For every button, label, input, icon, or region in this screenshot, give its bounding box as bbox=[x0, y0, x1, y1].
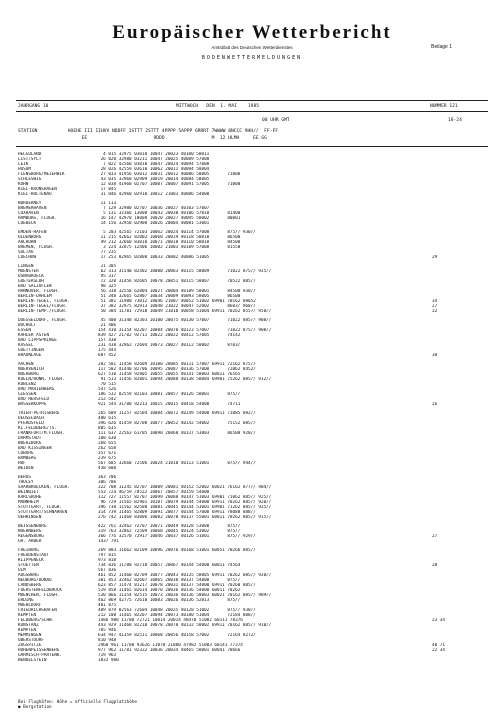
issue-number: NUMMER 121 bbox=[430, 104, 458, 109]
station-data: 202 501 11458 82609 10100 20085 40131 57007 69911 72162 875// bbox=[98, 362, 256, 367]
station-data: 98 325 bbox=[98, 284, 117, 289]
station-name: WASSERKUPPE bbox=[18, 402, 47, 407]
station-extra: 28 bbox=[432, 563, 438, 568]
station-data: 2960 961 11/00 93626 11078 21080 47982 51003 60141 77374 bbox=[98, 643, 243, 648]
column-rule bbox=[16, 146, 488, 147]
station-extra: 27 bbox=[432, 534, 438, 539]
station-name: KARLSRUHE bbox=[18, 495, 42, 500]
station-data: 519 858 11465 82614 10070 20036 40136 54000 60011 70262 bbox=[98, 588, 241, 593]
station-name: REGENSBURG bbox=[18, 534, 44, 539]
station-name: PFERDSFELD bbox=[18, 421, 44, 426]
station-data: 567 836 bbox=[98, 568, 117, 573]
station-name: SOLTAU bbox=[18, 250, 34, 255]
station-name: HANNOVER, FLUGH. bbox=[18, 289, 60, 294]
station-data: 810 948 bbox=[98, 638, 117, 643]
footnote-line1: Bei Flughäfen: Höhe = offizielle Flugplatzhöhe bbox=[18, 700, 137, 705]
station-data: 269 803 11662 82109 10096 20076 40168 51001 60051 70266 885// bbox=[98, 548, 256, 553]
station-data: 319 763 32862 72509 10068 20045 40124 53002 875// bbox=[98, 529, 241, 534]
station-name: KLIPPENECK bbox=[18, 558, 44, 563]
station-data: 72 320 31456 82605 10078 20051 40115 58007 70522 885// bbox=[98, 279, 256, 284]
station-data: 705 946 bbox=[98, 628, 117, 633]
jahrgang: JAHRGANG 10 bbox=[18, 104, 49, 109]
station-data: 62 313 31540 82402 10080 20063 40115 58009 71022 875// 925// bbox=[98, 269, 272, 274]
station-data: 366 776 32570 72917 10046 20037 40126 51001 875// 929// bbox=[98, 534, 256, 539]
table-row bbox=[18, 658, 488, 663]
station-data: 921 544 31/00 92213 10015 20015 48418 54000 74711 bbox=[98, 402, 241, 407]
station-name: FREUDENSTADT bbox=[18, 553, 50, 558]
station-name: BAD LIPPSPRINGE bbox=[18, 338, 57, 343]
station-name: AACHEN bbox=[18, 362, 34, 367]
station-name: KOHN bbox=[18, 182, 29, 187]
station-data: 96 729 11565 82901 10107 20079 40144 54000 69911 70262 885// 920// bbox=[98, 500, 272, 505]
station-data: 112 727 11557 82707 10099 20088 40147 51003 69901 71062 885// 925// bbox=[98, 495, 272, 500]
station-data: 396 626 41459 82708 10077 20052 40142 54002 75152 885// bbox=[98, 421, 256, 426]
station-name: KAHLER ASTEN bbox=[18, 333, 50, 338]
station-data: 357 671 bbox=[98, 451, 117, 456]
station-name: ERDING bbox=[18, 598, 34, 603]
station-name: SAARBRUECKEN, FLUGH. bbox=[18, 485, 70, 490]
table-row bbox=[18, 309, 488, 314]
station-extra: 38 bbox=[432, 353, 438, 358]
station-data: 553 724 46/59 /8522 10067 20057 40159 54000 bbox=[98, 490, 210, 495]
station-name: NORDERNEY bbox=[18, 201, 42, 206]
station-data: 51 348 32665 62807 10034 20009 40093 58005 86500 bbox=[98, 294, 241, 299]
station-name: MUEHLDORF bbox=[18, 603, 42, 608]
table-row bbox=[18, 353, 488, 358]
station-extra: 23 34 bbox=[432, 618, 445, 623]
station-name: MUENCHEN, FLUGH. bbox=[18, 593, 60, 598]
station-data: 5 203 42565 72103 10062 20024 40114 57008 875// 930// bbox=[98, 230, 256, 235]
time-range: 18-24 bbox=[448, 118, 462, 123]
table-row bbox=[18, 192, 488, 197]
station-data: 386 706 bbox=[98, 480, 117, 485]
station-name: BAD HERSFELD bbox=[18, 397, 50, 402]
station-name: FREIBURG bbox=[18, 548, 39, 553]
station-data: 28 026 42559 03610 10062 20011 40094 58004 bbox=[98, 167, 210, 172]
section-title: BODENWETTERMELDUNGEN bbox=[201, 55, 303, 61]
station-name: STOETTEN bbox=[18, 563, 39, 568]
station-extra: 34 bbox=[432, 299, 438, 304]
station-name: KOELN/BONN, FLUGH. bbox=[18, 377, 65, 382]
station-extra: 29 bbox=[432, 255, 438, 260]
table-row bbox=[18, 402, 488, 407]
station-data: 530 866 11354 82515 10073 20036 40136 58003 60021 70162 885// 909// bbox=[98, 593, 272, 598]
table-row bbox=[18, 466, 488, 471]
station-data: 175 444 bbox=[98, 348, 117, 353]
station-data: 70 515 bbox=[98, 382, 117, 387]
station-data: 422 761 32462 72707 10071 20049 40128 53000 875// bbox=[98, 524, 241, 529]
station-data: 77 235 bbox=[98, 250, 117, 255]
station-name: BERLIN-TEGEL, FLUGH. bbox=[18, 299, 70, 304]
station-data: 49 212 32660 83010 10071 20018 40110 58010 84500 bbox=[98, 240, 241, 245]
station-extra: 32 bbox=[432, 309, 438, 314]
station-data: 43 035 32960 02909 10019 20014 40084 58005 bbox=[98, 177, 210, 182]
station-name: MEMMINGEN bbox=[18, 633, 42, 638]
station-name: TRIER-PETRISBERG bbox=[18, 411, 60, 416]
station-name: THOLEY bbox=[18, 480, 34, 485]
column-header-line1: STATION HOEHE III IIHVV NDDFF 1STTT 2STTT 4PPPP 5APPP 6RRRT 7WWWW 8NCCC 9HH// FF-FF bbox=[18, 129, 278, 134]
top-rule bbox=[16, 100, 488, 101]
utc-label: 00 UHR GMT bbox=[262, 118, 290, 123]
column-header-line2: EE 9DDD M 12 HLMH EE GG bbox=[18, 136, 267, 141]
station-data: 108 630 bbox=[98, 436, 117, 441]
station-name: OEHRINGEN bbox=[18, 515, 42, 520]
station-name: GR. ARBER bbox=[18, 539, 42, 544]
station-name: BREMEN, FLUGH. bbox=[18, 245, 55, 250]
station-name: GIESSEN bbox=[18, 392, 37, 397]
station-data: 27 033 41956 03012 10031 20012 40086 58005 71000 bbox=[98, 172, 241, 177]
station-extra: 22 34 bbox=[432, 648, 445, 653]
station-name: OLDENBURG bbox=[18, 235, 42, 240]
station-data: 14 156 32950 02908 10026 20004 40081 53001 bbox=[98, 221, 210, 226]
station-name: DEUSELBACH bbox=[18, 416, 44, 421]
station-name: BAD SALZUFLEN bbox=[18, 284, 52, 289]
station-data: 212 100 11465 82207 10094 20073 40180 51004 72184 888// bbox=[98, 613, 256, 618]
station-data: 12 038 41960 02707 10007 20007 40091 57005 71000 bbox=[98, 182, 241, 187]
station-data: 461 852 11460 82709 10077 20043 40135 58005 69911 70262 885// 920// bbox=[98, 573, 272, 578]
station-name: WEIDEN bbox=[18, 466, 34, 471]
station-name: BAD KISSINGEN bbox=[18, 446, 52, 451]
station-name: AUGSBURG bbox=[18, 573, 39, 578]
station-name: BERLIN-TEMP./FLUGH. bbox=[18, 309, 68, 314]
station-name: HAMBURG, FLUGH. bbox=[18, 216, 57, 221]
station-name: FELDBERG/SCHW. bbox=[18, 618, 55, 623]
station-table bbox=[18, 152, 488, 667]
station-name: MUENSTER bbox=[18, 269, 39, 274]
station-data: 26 020 32980 03211 10047 20025 40089 57008 bbox=[98, 157, 210, 162]
station-data: 21 305 bbox=[98, 264, 117, 269]
station-name: LIST/SYLT bbox=[18, 157, 42, 162]
station-data: 111 637 22563 61705 10090 20068 40137 53003 86500 920// bbox=[98, 431, 256, 436]
station-name: GARMISCH-PARTENK. bbox=[18, 653, 62, 658]
station-name: KIEL-HOLTENAU bbox=[18, 192, 52, 197]
station-data: 262 658 bbox=[98, 446, 117, 451]
station-name: BERLIN-TEGEL/FLUGH. bbox=[18, 304, 68, 309]
station-name: HELGOLAND bbox=[18, 152, 42, 157]
station-data: 805 635 bbox=[98, 426, 117, 431]
station-name: LINGEN bbox=[18, 264, 34, 269]
station-name: WUERZBURG bbox=[18, 441, 42, 446]
station-name: HOF bbox=[18, 461, 26, 466]
station-name: GUETERSLOH bbox=[18, 279, 44, 284]
station-name: HUSUM bbox=[18, 167, 31, 172]
station-data: 363 706 bbox=[98, 475, 117, 480]
station-data: 5 131 32366 13008 10043 20030 40106 57010 81400 bbox=[98, 211, 241, 216]
station-name: FRANKFURT/M.FLUGH. bbox=[18, 431, 65, 436]
station-data: 37 382 32975 82913 10048 21022 40047 52002 8603/ 960// bbox=[98, 304, 256, 309]
station-name: KIEL-KRONSHAGEN bbox=[18, 187, 57, 192]
station-extra: 26 bbox=[432, 402, 438, 407]
station-name: BERUS bbox=[18, 475, 31, 480]
station-data: 268 655 bbox=[98, 441, 117, 446]
station-name: DARMSTADT bbox=[18, 436, 42, 441]
station-data: 4 015 32975 03010 10047 20023 40100 58011 bbox=[98, 152, 210, 157]
table-row bbox=[18, 539, 488, 544]
station-data: 212 542 bbox=[98, 397, 117, 402]
group-gap bbox=[18, 663, 488, 667]
station-name: CUXHAVEN bbox=[18, 211, 39, 216]
station-data: 322 708 11245 82707 10089 20081 40152 52002 60021 76162 877// 904// bbox=[98, 485, 272, 490]
station-data: 117 502 41440 82706 10095 20087 40136 57008 72062 8452/ bbox=[98, 367, 256, 372]
station-name: GOETTINGEN bbox=[18, 348, 44, 353]
station-data: 276 742 11460 83006 10082 20070 40137 55001 60011 70262 885// 915// bbox=[98, 515, 272, 520]
station-data: 21 406 bbox=[98, 323, 117, 328]
footnote-line2: ● Bergstation bbox=[18, 705, 52, 710]
station-data: 396 738 11562 82508 10081 20045 40144 53001 69901 71262 885// 925// bbox=[98, 505, 272, 510]
station-name: LEIK bbox=[18, 162, 29, 167]
station-data: 797 815 bbox=[98, 553, 117, 558]
station-name: BOCHOLT bbox=[18, 323, 37, 328]
station-data: 265 609 11257 82504 10084 20072 40149 54000 69911 71085 882// bbox=[98, 411, 256, 416]
station-name: COBURG bbox=[18, 451, 34, 456]
station-data: 627 510 11458 92805 10055 20055 40141 58003 60011 76565 bbox=[98, 372, 241, 377]
station-name: LANDSBERG bbox=[18, 583, 42, 588]
table-row bbox=[18, 515, 488, 520]
station-data: 17 045 bbox=[98, 187, 117, 192]
station-name: OBERSTDORF bbox=[18, 638, 44, 643]
station-data: 7 129 32980 02707 10036 20027 40103 57007 bbox=[98, 206, 210, 211]
station-data: 31 046 42960 02910 10012 21003 40086 54000 bbox=[98, 192, 210, 197]
header-rule bbox=[16, 111, 488, 112]
station-data: 45 400 31340 82303 10100 20075 40130 57007 71022 885// 908// bbox=[98, 318, 272, 323]
station-data: 239 675 bbox=[98, 456, 117, 461]
station-name: WEINBIET bbox=[18, 490, 39, 495]
station-data: 11 215 42662 82002 10060 20019 40118 58010 86500 bbox=[98, 235, 241, 240]
station-name: HOHENPEISSENBERG bbox=[18, 648, 60, 653]
issue-date: MITTWOCH DEN 1. MAI 1985 bbox=[176, 104, 259, 109]
station-name: ESSEN bbox=[18, 328, 31, 333]
station-name: ZUGSPITZE bbox=[18, 643, 42, 648]
station-data: 1437 791 bbox=[98, 539, 119, 544]
footnote bbox=[18, 700, 137, 710]
station-name: STUTTGART, FLUGH. bbox=[18, 505, 62, 510]
station-name: AHLHORN bbox=[18, 240, 37, 245]
station-name: NEUBURG/DONAU bbox=[18, 578, 52, 583]
station-name: EMDEN-HAFEN bbox=[18, 230, 47, 235]
station-data: 95 317 bbox=[98, 274, 117, 279]
station-data: 567 685 32660 72506 10024 21010 40113 51001 875// 944// bbox=[98, 461, 256, 466]
station-name: LUECHOW bbox=[18, 255, 37, 260]
station-name: KEMPTEN bbox=[18, 628, 37, 633]
station-data: 51 381 11980 73012 10046 21007 40052 51002 69901 70162 88052 bbox=[98, 299, 256, 304]
station-data: 438 688 bbox=[98, 466, 117, 471]
station-data: 381 853 32462 82607 10065 20038 40137 54000 875// bbox=[98, 578, 241, 583]
station-data: 480 615 bbox=[98, 416, 117, 421]
station-name: NUERNBERG bbox=[18, 529, 42, 534]
station-name: MANNHEIM bbox=[18, 500, 39, 505]
beilage-label: Beilage 1 bbox=[431, 44, 452, 50]
station-data: 157 430 bbox=[98, 338, 117, 343]
station-data: 839 427 21/02 92711 10022 20022 40412 57005 74142 bbox=[98, 333, 241, 338]
station-data: 409 879 82563 72604 10048 20025 40128 51002 875// 930// bbox=[98, 608, 256, 613]
station-name: FUERSTENFELDBRUCK bbox=[18, 588, 62, 593]
station-data: 607 452 bbox=[98, 353, 117, 358]
station-data: 443 929 11468 82210 10078 20070 40132 58002 69911 70162 885// 910// bbox=[98, 623, 272, 628]
station-name: WEISSENBURG bbox=[18, 524, 47, 529]
station-name: OSNABRUECK bbox=[18, 274, 44, 279]
station-extra: 40 71 bbox=[432, 643, 445, 648]
station-data: 734 836 11/00 92718 10057 20067 40144 54000 60011 74564 bbox=[98, 563, 241, 568]
station-data: 154 410 31354 82207 10084 20070 40123 57007 71022 875// 908// bbox=[98, 328, 272, 333]
report-subtitle: Amtsblatt des Deutschen Wetterdienstes bbox=[211, 45, 293, 50]
station-data: 314 739 11465 82809 10091 20077 40144 57000 69911 78088 888// bbox=[98, 510, 256, 515]
station-data: 973 818 bbox=[98, 558, 117, 563]
station-name: DUESSELDORF, FLUGH. bbox=[18, 318, 68, 323]
station-data: 50 384 11781 72918 10049 21010 40058 51004 69911 70262 8557/ 950// bbox=[98, 309, 272, 314]
station-name: BAD MARIENBERG bbox=[18, 387, 55, 392]
station-data: 401 875 bbox=[98, 603, 117, 608]
station-data: 1486 908 11/00 72721 10014 20014 48470 51002 60111 78376 bbox=[98, 618, 243, 623]
station-name: WENDELSTEIN bbox=[18, 658, 47, 663]
station-name: STUTTGART/SCHNARREN bbox=[18, 510, 68, 515]
station-data: 547 526 bbox=[98, 387, 117, 392]
station-data: 1832 980 bbox=[98, 658, 119, 663]
station-data: 7 022 42560 03010 10047 20024 40094 57008 bbox=[98, 162, 210, 167]
station-name: NUERBURG bbox=[18, 372, 39, 377]
station-name: SCHLESWIG bbox=[18, 177, 42, 182]
station-data: 977 962 11/01 92322 10036 20034 48465 58001 60041 70666 bbox=[98, 648, 241, 653]
table-row bbox=[18, 221, 488, 226]
station-name: KONSTANZ bbox=[18, 623, 39, 628]
station-data: 16 147 42970 10008 10020 20027 40095 58002 80001 bbox=[98, 216, 241, 221]
table-row bbox=[18, 255, 488, 260]
station-name: FRIEDRICHSHAFEN bbox=[18, 608, 57, 613]
station-name: BAMBERG bbox=[18, 456, 37, 461]
station-data: 634 947 41359 82511 10068 20056 40158 57002 72164 8272/ bbox=[98, 633, 256, 638]
station-name: LUEBECK bbox=[18, 221, 37, 226]
station-data: 231 438 32962 72604 10073 20027 40112 58002 8703/ bbox=[98, 343, 241, 348]
station-name: FLENSBURG/MEIERWIK bbox=[18, 172, 65, 177]
station-name: KASSEL bbox=[18, 343, 34, 348]
station-name: KOBLENZ bbox=[18, 382, 37, 387]
station-extra: 27 bbox=[432, 304, 438, 309]
station-data: 11 113 bbox=[98, 201, 117, 206]
station-name: NOERVENICH bbox=[18, 367, 44, 372]
station-name: BRAUNLAGE bbox=[18, 353, 42, 358]
station-data: 17 253 82965 02808 10033 20002 40086 51005 bbox=[98, 255, 210, 260]
station-data: 623 857 11474 81217 10078 20031 40137 54000 69911 70260 885// bbox=[98, 583, 256, 588]
station-data: 56 338 32558 62804 10027 20004 40109 58001 84500 930// bbox=[98, 289, 256, 294]
station-data: 186 532 82559 82103 10081 20057 40126 58001 875// bbox=[98, 392, 241, 397]
station-data: 91 513 11456 82801 10094 20088 40138 58004 69901 75262 885// 912// bbox=[98, 377, 272, 382]
station-data: 3 224 32875 12406 10002 21003 40109 57008 81550 bbox=[98, 245, 241, 250]
station-name: ULM bbox=[18, 568, 26, 573]
station-name: BREMERHAVEN bbox=[18, 206, 47, 211]
station-data: 719 963 bbox=[98, 653, 117, 658]
station-name: KL.FELDBERG/TS. bbox=[18, 426, 57, 431]
station-name: KEMPTEN bbox=[18, 613, 37, 618]
station-data: 462 869 42775 72610 10083 20026 40136 52013 875// bbox=[98, 598, 241, 603]
report-title: Europäischer Wetterbericht bbox=[112, 22, 392, 43]
station-name: BERLIN-DAHLEM bbox=[18, 294, 52, 299]
